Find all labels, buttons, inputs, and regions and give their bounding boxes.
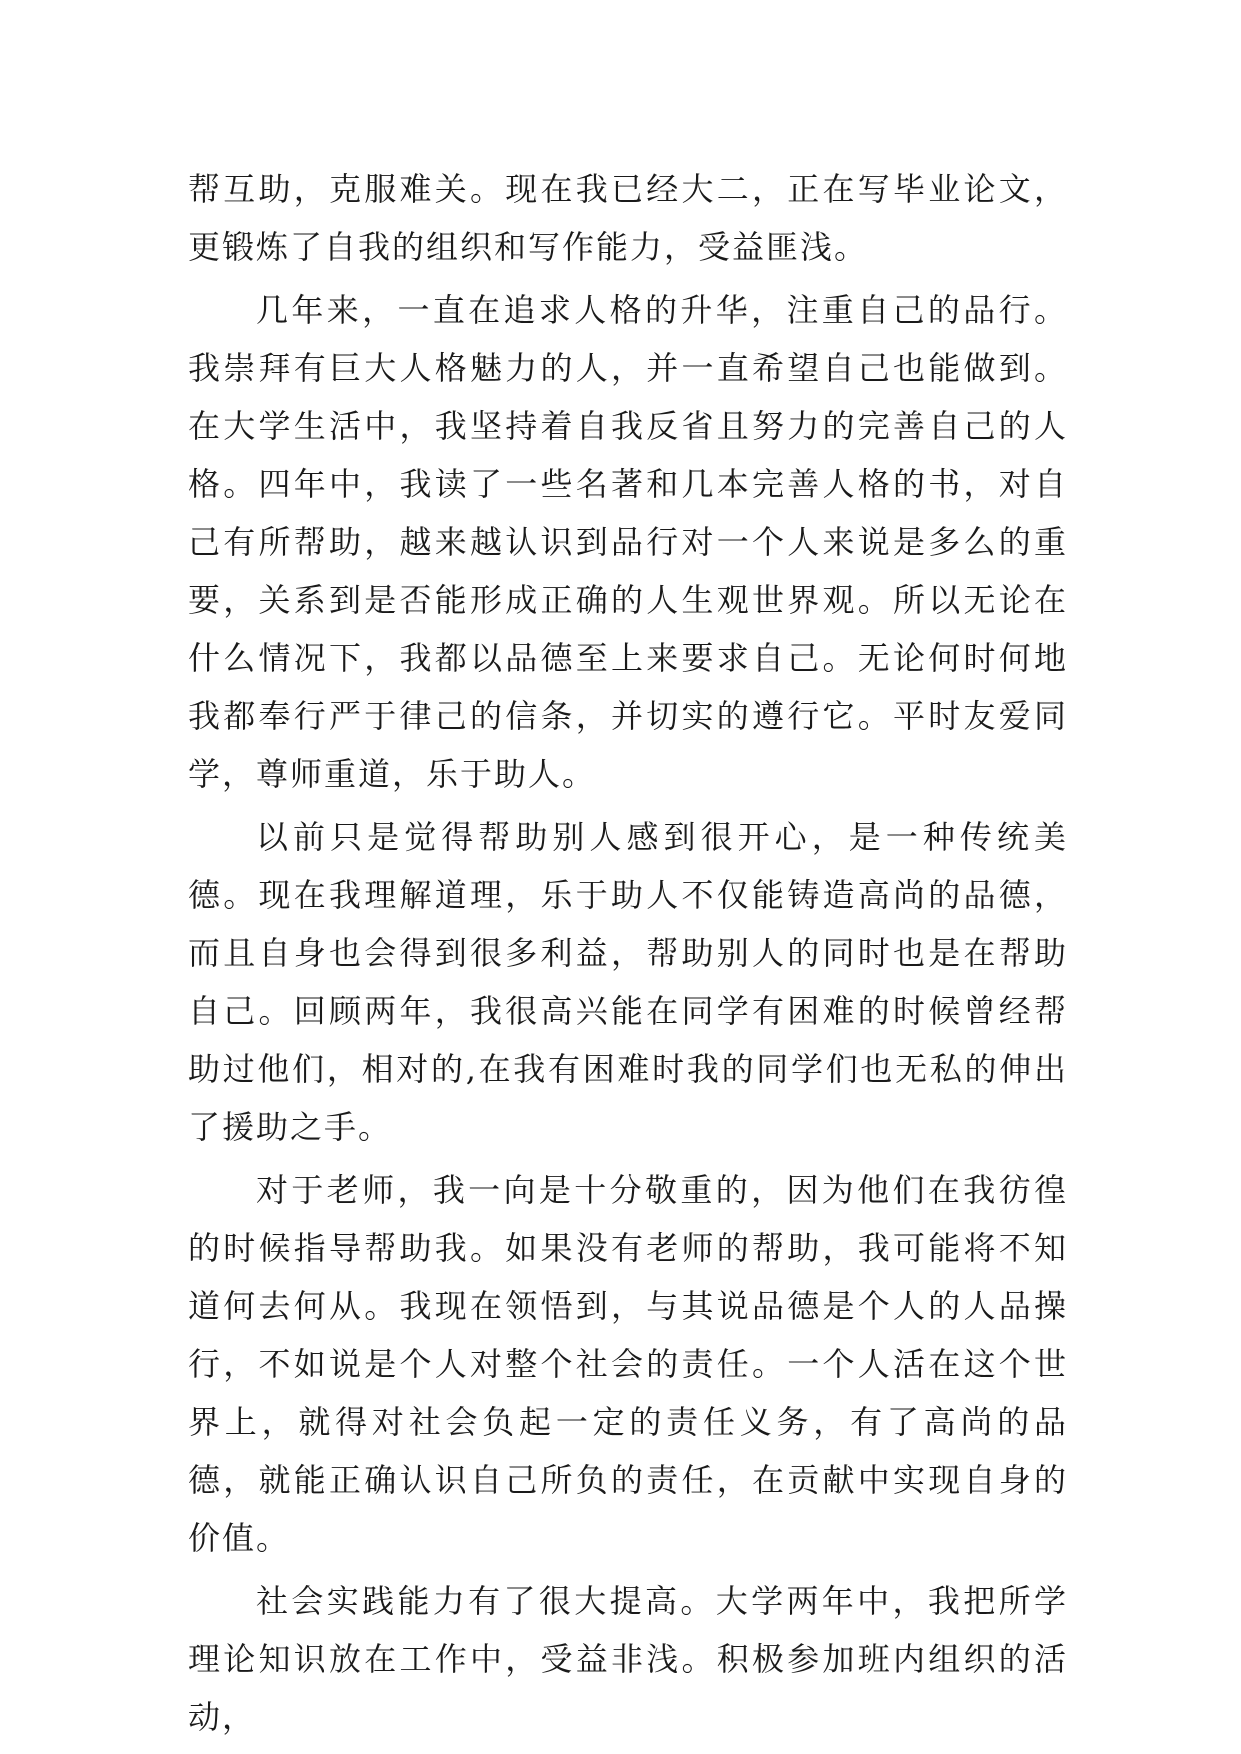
document-body <box>188 160 1068 1751</box>
paragraph-2: 几年来，一直在追求人格的升华，注重自己的品行。我崇拜有巨大人格魅力的人，并一直希望自己也能做到。在大学生活中，我坚持着自我反省且努力的完善自己的人格。四年中，我读了一些名著和几本完善人格的书，对自己有所帮助，越来越认识到品行对一个人来说是多么的重要，关系到是否能形成正确的人生观世界观。所以无论在什么情况下，我都以品德至上来要求自己。无论何时何地我都奉行严于律己的信条，并切实的遵行它。平时友爱同学，尊师重道，乐于助人。 <box>188 291 1068 793</box>
paragraph-3: 以前只是觉得帮助别人感到很开心，是一种传统美德。现在我理解道理，乐于助人不仅能铸造高尚的品德，而且自身也会得到很多利益，帮助别人的同时也是在帮助自己。回顾两年，我很高兴能在同学有困难的时候曾经帮助过他们，相对的,在我有困难时我的同学们也无私的伸出了援助之手。 <box>188 818 1068 1146</box>
paragraph-1: 帮互助，克服难关。现在我已经大二，正在写毕业论文，更锻炼了自我的组织和写作能力，受益匪浅。 <box>188 170 1068 266</box>
paragraph-5: 社会实践能力有了很大提高。大学两年中，我把所学理论知识放在工作中，受益非浅。积极参加班内组织的活动， <box>188 1582 1068 1736</box>
paragraph-4: 对于老师，我一向是十分敬重的，因为他们在我彷徨的时候指导帮助我。如果没有老师的帮助，我可能将不知道何去何从。我现在领悟到，与其说品德是个人的人品操行，不如说是个人对整个社会的责任。一个人活在这个世界上，就得对社会负起一定的责任义务，有了高尚的品德，就能正确认识自己所负的责任，在贡献中实现自身的价值。 <box>188 1171 1068 1557</box>
